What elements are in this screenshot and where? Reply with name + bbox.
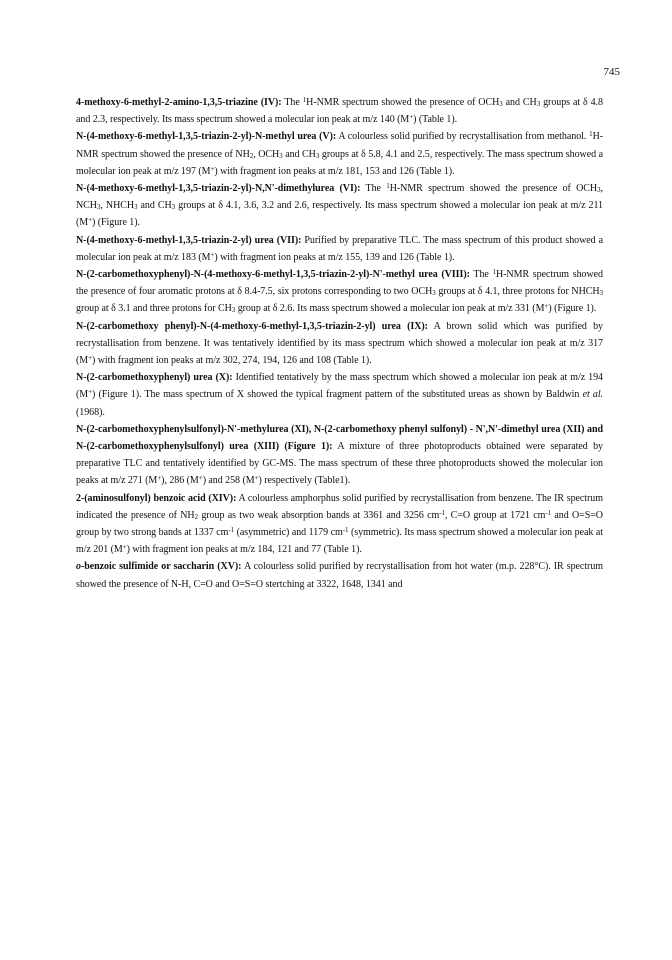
superscript: 1	[302, 96, 307, 104]
compound-heading: N-(4-methoxy-6-methyl-1,3,5-triazin-2-yl)-N-methyl urea (V):	[76, 131, 337, 143]
text-run: groups at δ 5.8, 4.1 and 2.5, respectively. The mass spectrum showed a molecular ion peak at m/z 197 (M	[76, 148, 604, 177]
text-run: , C=O group at 1721 cm	[444, 509, 546, 521]
text-run: and CH	[137, 200, 172, 212]
text-run: , NCH	[76, 183, 603, 212]
text-run: H-NMR spectrum showed the presence of four aromatic protons at δ 8.4-7.5, six protons corresponding to two OCH	[76, 269, 603, 298]
subscript: 3	[536, 100, 541, 108]
subscript: 3	[315, 151, 320, 160]
text-run: ) (Figure 1).	[548, 303, 597, 315]
superscript: +	[409, 113, 414, 122]
text-run: groups at δ 4.8 and 2.3, respectively. Its mass spectrum showed a molecular ion peak at m/z 140 (M	[76, 97, 603, 126]
text-run: A colourless amphorphus solid purified by recrystallisation from benzene. The IR spectrum indicated the presence of NH	[76, 492, 603, 521]
superscript: -1	[228, 526, 235, 535]
text-run: group at δ 2.6. Its mass spectrum showed a molecular ion peak at m/z 331 (M	[235, 303, 545, 315]
text-run: Purified by preparative TLC. The mass spectrum of this product showed a molecular ion peak at m/z 183 (M	[76, 234, 603, 263]
text-run: H-NMR spectrum showed the presence of NH	[76, 131, 604, 160]
superscript: +	[544, 302, 549, 311]
compound-paragraph	[76, 232, 603, 266]
superscript: +	[88, 216, 93, 225]
compound-heading: o	[76, 561, 81, 573]
superscript: 1	[386, 182, 390, 191]
text-run: (1968).	[76, 406, 105, 418]
subscript: 3	[134, 203, 138, 212]
superscript: -1	[545, 508, 552, 517]
text-run: ), 286 (M	[161, 475, 199, 487]
text-run: A brown solid which was purified by recrystallisation from benzene. It was tentatively identified by its mass spectrum which showed a molecular ion peak at m/z 317 (M	[76, 320, 603, 367]
text-run: group as two weak absorption bands at 3361 and 3256 cm	[198, 509, 440, 521]
text-run: groups at δ 4.1, 3.6, 3.2 and 2.6, respectively. Its mass spectrum showed a molecular ion peak at m/z 211 (M	[76, 200, 603, 229]
text-run: and O=S=O group by two strong bands at 1337 cm	[76, 509, 603, 539]
superscript: +	[210, 250, 215, 259]
text-run: , OCH	[253, 148, 280, 160]
compound-paragraph	[76, 128, 603, 180]
compound-heading: N-(2-carbomethoxyphenyl) urea (X):	[76, 372, 233, 384]
compound-heading: N-(2-carbomethoxyphenyl)-N-(4-methoxy-6-methyl-1,3,5-triazin-2-yl)-N'-methyl urea (VIII):	[76, 269, 470, 281]
compound-heading: N-(2-carbomethoxyphenylsulfonyl)-N'-methylurea (XI), N-(2-carbomethoxy phenyl sulfonyl) - N',N'-dimethyl urea (XII) and N-(2-carbomethoxyphenylsulfonyl) urea (XIII) (Figure 1):	[76, 423, 603, 453]
text-run: , NHCH	[100, 200, 135, 212]
text-run: group at δ 3.1 and three protons for CH	[76, 303, 232, 315]
text-run: (asymmetric) and 1179 cm	[234, 527, 343, 539]
text-run: ) with fragment ion peaks at m/z 155, 139 and 126 (Table 1).	[214, 251, 455, 263]
superscript: +	[198, 474, 203, 483]
text-run: H-NMR spectrum showed the presence of OCH	[389, 183, 598, 195]
subscript: 3	[432, 289, 436, 298]
compound-paragraph	[76, 266, 603, 318]
compound-paragraph	[76, 558, 603, 592]
superscript: +	[122, 543, 127, 552]
compound-paragraph	[76, 180, 603, 232]
text-run: ) (Figure 1).	[92, 217, 140, 229]
text-run: ) and 258 (M	[202, 475, 255, 487]
compound-heading: -benzoic sulfimide or saccharin (XV):	[80, 561, 242, 573]
text-run: ) with fragment ion peaks at m/z 181, 153 and 126 (Table 1).	[214, 165, 455, 177]
text-run: and CH	[282, 148, 316, 160]
compound-paragraph	[76, 94, 603, 128]
superscript: 1	[589, 130, 593, 139]
text-run: and CH	[502, 97, 537, 108]
subscript: 3	[231, 306, 236, 315]
superscript: +	[254, 474, 259, 483]
text-run: The	[281, 97, 303, 108]
compound-heading: 2-(aminosulfonyl) benzoic acid (XIV):	[76, 492, 237, 504]
page-number: 745	[603, 66, 620, 78]
superscript: +	[88, 388, 93, 397]
compound-heading: N-(4-methoxy-6-methyl-1,3,5-triazin-2-yl)-N,N'-dimethylurea (VI):	[76, 183, 361, 195]
text-run: Identified tentatively by the mass spectrum which showed a molecular ion peak at m/z 194 (M	[76, 372, 604, 401]
subscript: 3	[597, 186, 601, 195]
text-run: The	[360, 183, 387, 195]
subscript: 3	[96, 203, 101, 212]
text-run: ) (Table 1).	[413, 114, 458, 126]
subscript: 2	[194, 512, 199, 521]
subscript: 2	[249, 151, 254, 160]
compound-heading: N-(2-carbomethoxy phenyl)-N-(4-methoxy-6-methyl-1,3,5-triazin-2-yl) urea (IX):	[76, 320, 428, 332]
superscript: 1	[492, 268, 496, 277]
text-run: ) with fragment ion peaks at m/z 184, 121 and 77 (Table 1).	[126, 544, 362, 556]
compound-paragraph	[76, 369, 603, 421]
compound-paragraph	[76, 421, 603, 490]
subscript: 3	[279, 151, 283, 160]
text-run: et al.	[582, 389, 604, 401]
text-run: ) (Figure 1). The mass spectrum of X showed the typical fragment pattern of the substituted ureas as shown by Baldwin	[92, 389, 583, 401]
text-run: A mixture of three photoproducts obtained were separated by preparative TLC and tentatively identified by GC-MS. The mass spectrum of these three photoproducts showed the molecular ion peaks at m/z 271 (M	[76, 441, 603, 487]
subscript: 3	[599, 289, 603, 298]
superscript: +	[88, 354, 93, 363]
body-text	[76, 94, 603, 593]
text-run: A colourless solid purified by recrystallisation from hot water (m.p. 228°C). IR spectrum showed the presence of N-H, C=O and O=S=O stertching at 3322, 1648, 1341 and	[76, 561, 603, 590]
compound-heading: 4-methoxy-6-methyl-2-amino-1,3,5-triazine (IV):	[76, 97, 282, 108]
subscript: 3	[171, 203, 176, 212]
compound-paragraph	[76, 490, 603, 559]
text-run: A colourless solid purified by recrystallisation from methanol.	[336, 131, 590, 143]
text-run: ) with fragment ion peaks at m/z 302, 274, 194, 126 and 108 (Table 1).	[92, 355, 372, 367]
superscript: -1	[439, 508, 445, 517]
text-run: H-NMR spectrum showed the presence of OCH	[306, 97, 500, 108]
text-run: (symmetric). Its mass spectrum showed a molecular ion peak at m/z 201 (M	[76, 527, 603, 556]
superscript: -1	[342, 526, 349, 535]
text-run: groups at δ 4.1, three protons for NHCH	[435, 286, 600, 298]
subscript: 3	[499, 100, 503, 108]
text-run: ) respectively (Table1).	[258, 475, 351, 487]
text-run: The	[469, 269, 493, 281]
compound-paragraph	[76, 318, 603, 370]
superscript: +	[210, 164, 215, 173]
superscript: +	[157, 474, 162, 483]
compound-heading: N-(4-methoxy-6-methyl-1,3,5-triazin-2-yl) urea (VII):	[76, 234, 302, 246]
